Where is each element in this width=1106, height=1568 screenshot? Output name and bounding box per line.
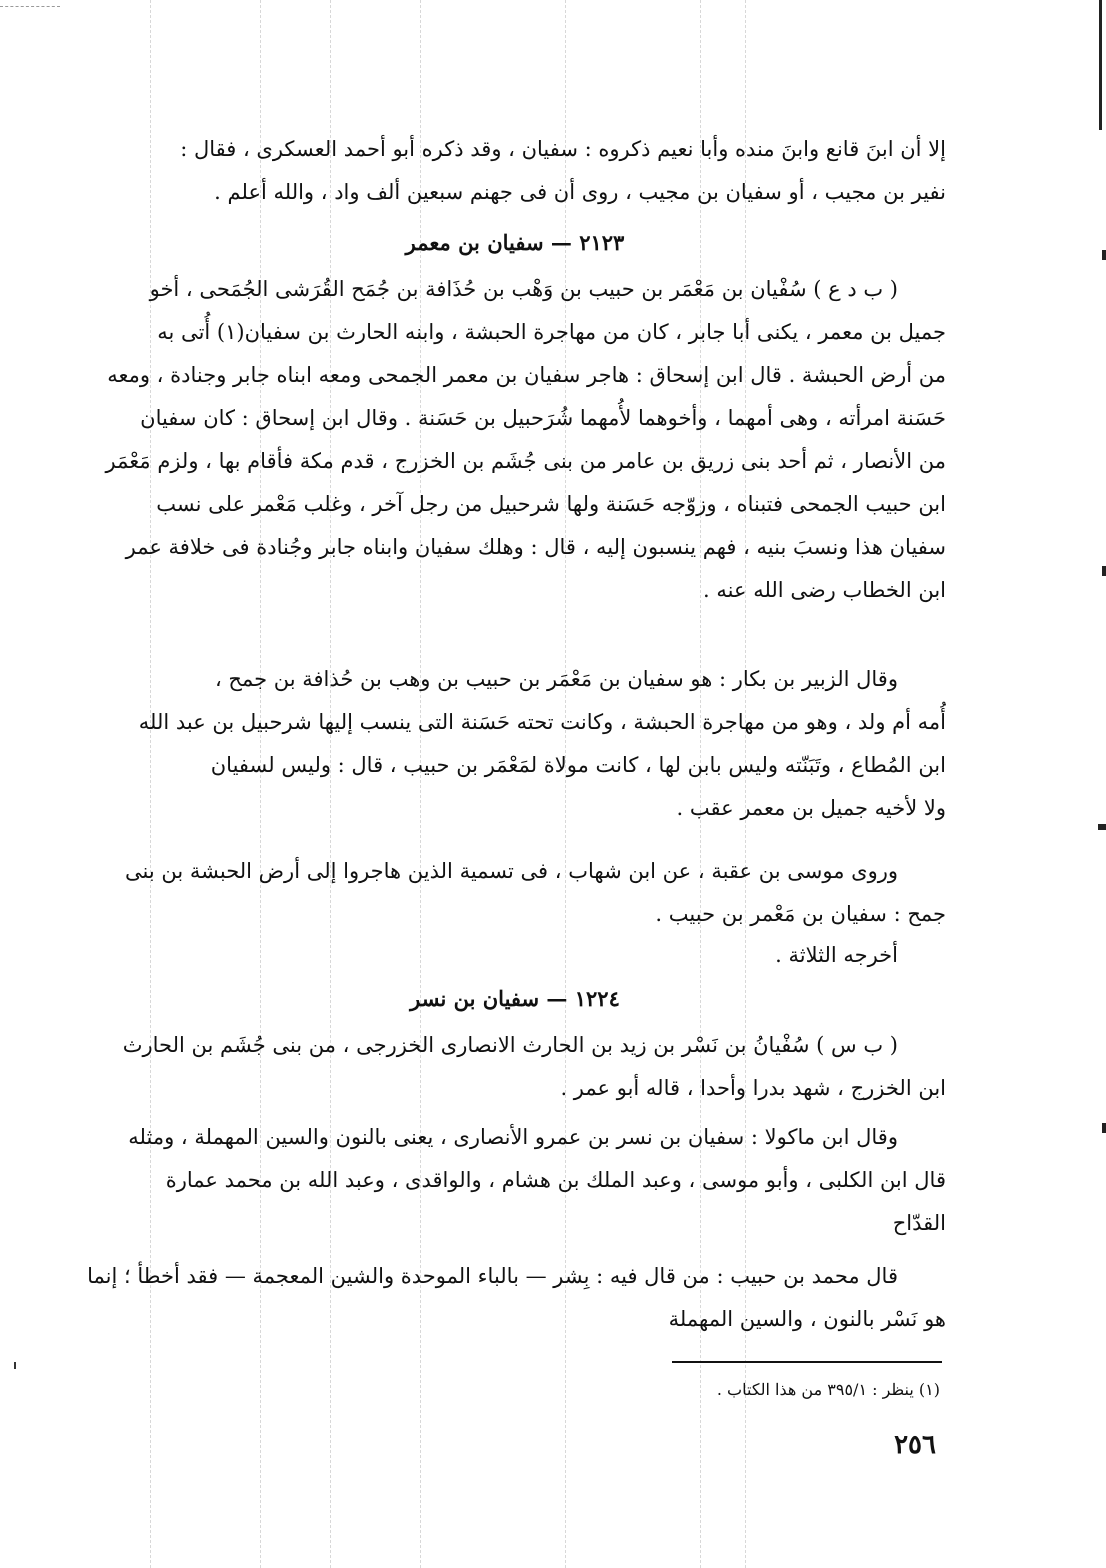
text-line: جمح : سفيان بن مَعْمر بن حبيب .	[655, 902, 946, 926]
scan-edge-mark	[14, 1362, 16, 1369]
entry-source-note	[84, 934, 946, 977]
text-line: إلا أن ابنَ قانع وابنَ منده وأبا نعيم ذكروه : سفيان ، وقد ذكره أبو أحمد العسكرى ، فقال :	[180, 137, 946, 161]
text-line: سفيان هذا ونسبَ بنيه ، فهم ينسبون إليه ، قال : وهلك سفيان وابناه جابر وجُنادة فى خلافة عمر	[125, 535, 946, 559]
entry-paragraph	[84, 850, 946, 936]
scan-edge-mark	[1102, 566, 1106, 576]
text-line: هو نَسْر بالنون ، والسين المهملة	[668, 1307, 946, 1331]
text-line: القدّاح	[892, 1211, 946, 1235]
entry-paragraph	[84, 1255, 946, 1341]
text-line: قال محمد بن حبيب : من قال فيه : بِشر — بالباء الموحدة والشين المعجمة — فقد أخطأ ؛ إنما	[87, 1264, 898, 1288]
text-line: قال ابن الكلبى ، وأبو موسى ، وعبد الملك بن هشام ، والواقدى ، وعبد الله بن محمد عمارة	[165, 1168, 946, 1192]
text-line: حَسَنة امرأته ، وهى أمهما ، وأخوهما لأُمهما شُرَحبيل بن حَسَنة . وقال ابن إسحاق : كان سفيان	[140, 406, 946, 430]
text-line: ابن الخطاب رضى الله عنه .	[703, 578, 946, 602]
text-line: من الأنصار ، ثم أحد بنى زريق بن عامر من بنى جُشَم بن الخزرج ، قدم مكة فأقام بها ، ولزم مَعْمَر	[105, 449, 946, 473]
entry-paragraph	[84, 658, 946, 830]
intro-paragraph	[84, 128, 946, 214]
text-line: وقال ابن ماكولا : سفيان بن نسر بن عمرو الأنصارى ، يعنى بالنون والسين المهملة ، ومثله	[128, 1125, 898, 1149]
entry-paragraph	[84, 1116, 946, 1245]
footnote-divider	[672, 1361, 942, 1363]
text-line: وروى موسى بن عقبة ، عن ابن شهاب ، فى تسمية الذين هاجروا إلى أرض الحبشة بن بنى	[125, 859, 898, 883]
text-line: من أرض الحبشة . قال ابن إسحاق : هاجر سفيان بن معمر الجمحى ومعه ابناه جابر وجنادة ، ومعه	[107, 363, 946, 387]
scan-edge-mark	[1102, 1123, 1106, 1133]
entry-heading: ٢١٢٣ — سفيان بن معمر	[405, 230, 625, 255]
scan-edge-mark	[1102, 250, 1106, 260]
text-line: جميل بن معمر ، يكنى أبا جابر ، كان من مهاجرة الحبشة ، وابنه الحارث بن سفيان(١) أُتى به	[157, 320, 946, 344]
text-line: ابن الخزرج ، شهد بدرا وأحدا ، قاله أبو عمر .	[560, 1076, 946, 1100]
entry-heading: ١٢٢٤ — سفيان بن نسر	[410, 986, 620, 1011]
entry-paragraph	[84, 268, 946, 612]
scan-edge-mark	[1098, 824, 1106, 830]
text-line: أخرجه الثلاثة .	[775, 943, 898, 967]
text-line: نفير بن مجيب ، أو سفيان بن مجيب ، روى أن فى جهنم سبعين ألف واد ، والله أعلم .	[214, 180, 946, 204]
scan-edge-line	[0, 6, 60, 7]
text-line: ( ب س ) سُفْيانُ بن نَسْر بن زيد بن الحارث الانصارى الخزرجى ، من بنى جُشَم بن الحارث	[122, 1033, 898, 1057]
page-number: ٢٥٦	[894, 1430, 936, 1460]
text-line: ( ب د ع ) سُفْيان بن مَعْمَر بن حبيب بن وَهْب بن حُذَافة بن جُمَح القُرَشى الجُمَحى ، أخو	[149, 277, 898, 301]
text-line: أُمه أم ولد ، وهو من مهاجرة الحبشة ، وكانت تحته حَسَنة التى ينسب إليها شرحبيل بن عبد الله	[138, 710, 946, 734]
text-line: ابن حبيب الجمحى فتبناه ، وزوّجه حَسَنة ولها شرحبيل من رجل آخر ، وغلب مَعْمر على نسب	[156, 492, 946, 516]
scan-edge-mark	[1099, 0, 1102, 130]
footnote: (١) ينظر : ٣٩٥/١ من هذا الكتاب .	[716, 1380, 940, 1399]
text-line: ولا لأخيه جميل بن معمر عقب .	[676, 796, 946, 820]
entry-paragraph	[84, 1024, 946, 1110]
text-line: وقال الزبير بن بكار : هو سفيان بن مَعْمَر بن حبيب بن وهب بن حُذافة بن جمح ،	[214, 667, 898, 691]
text-line: ابن المُطاع ، وتَبَنّته وليس بابن لها ، كانت مولاة لمَعْمَر بن حبيب ، قال : وليس لسفيان	[210, 753, 946, 777]
